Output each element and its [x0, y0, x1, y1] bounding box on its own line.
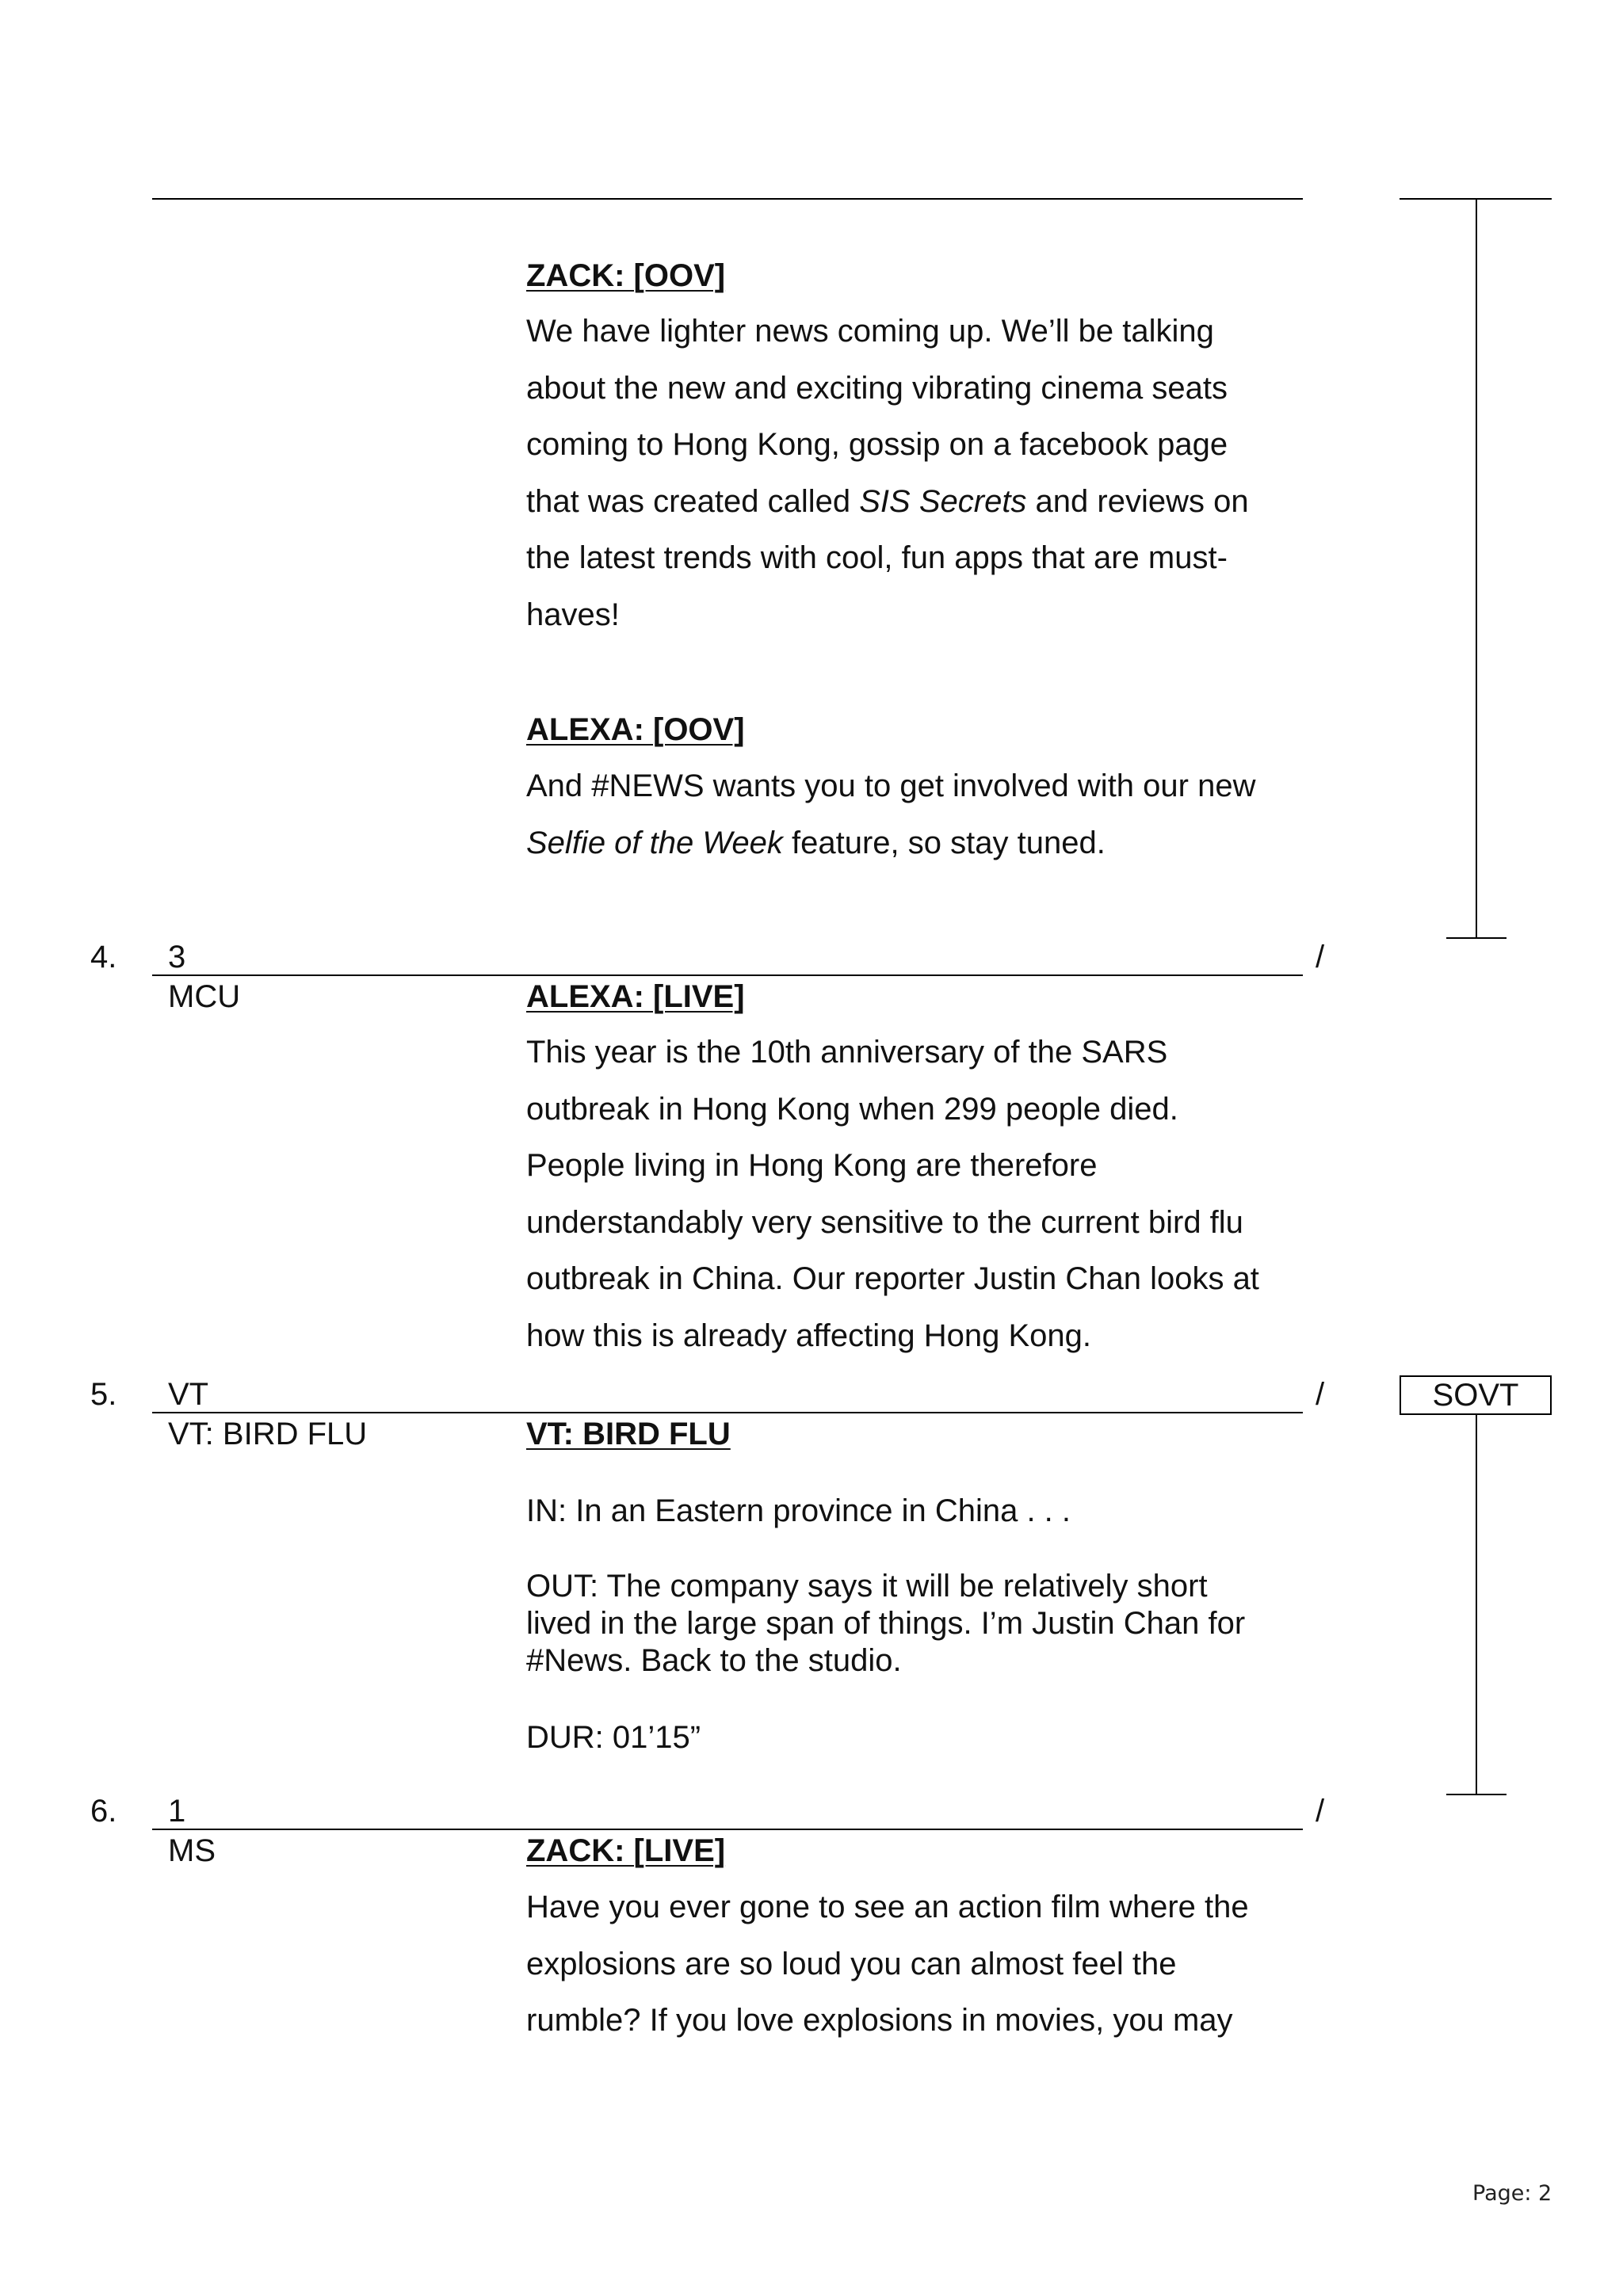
vt-in-cue: IN: In an Eastern province in China . . . [526, 1493, 1071, 1528]
script-line: And #NEWS wants you to get involved with our new [526, 769, 1256, 803]
script-line: that was created called SIS Secrets and reviews on [526, 483, 1249, 519]
item-number: 5. [90, 1377, 117, 1412]
audio-bracket-1-end [1446, 937, 1507, 939]
camera-number: VT [168, 1377, 209, 1412]
speaker-zack-live: ZACK: [LIVE] [526, 1833, 726, 1868]
script-line: how this is already affecting Hong Kong. [526, 1318, 1092, 1353]
page-number: Page: 2 [1472, 2181, 1552, 2206]
script-line: OUT: The company says it will be relatively short [526, 1569, 1208, 1604]
speaker-alexa-oov: ALEXA: [OOV] [526, 712, 745, 747]
script-line: lived in the large span of things. I’m Justin Chan for [526, 1606, 1246, 1641]
vt-duration: DUR: 01’15” [526, 1720, 701, 1755]
script-line: People living in Hong Kong are therefore [526, 1148, 1098, 1184]
camera-number: 3 [168, 940, 186, 974]
camera-number: 1 [168, 1794, 186, 1829]
audio-bracket-2-end [1446, 1794, 1507, 1795]
script-line: about the new and exciting vibrating cinema seats [526, 370, 1228, 406]
script-line: This year is the 10th anniversary of the SARS [526, 1035, 1168, 1070]
item-number: 4. [90, 940, 117, 974]
item-rule [152, 1829, 1303, 1830]
row-slash: / [1316, 940, 1325, 974]
row-slash: / [1316, 1377, 1325, 1412]
shot-type: MCU [168, 979, 241, 1014]
script-line: outbreak in Hong Kong when 299 people died. [526, 1091, 1178, 1127]
row-slash: / [1316, 1794, 1325, 1829]
speaker-vt-bird-flu: VT: BIRD FLU [526, 1417, 731, 1451]
speaker-zack-oov: ZACK: [OOV] [526, 258, 726, 293]
shot-type: MS [168, 1833, 216, 1868]
script-line: haves! [526, 597, 620, 632]
script-line: Selfie of the Week feature, so stay tuned. [526, 825, 1106, 860]
script-line: We have lighter news coming up. We’ll be talking [526, 314, 1214, 349]
script-line: understandably very sensitive to the current bird flu [526, 1204, 1243, 1240]
shot-type: VT: BIRD FLU [168, 1417, 368, 1451]
speaker-alexa-live: ALEXA: [LIVE] [526, 979, 745, 1014]
audio-cue-box: SOVT [1400, 1375, 1552, 1415]
item-number: 6. [90, 1794, 117, 1829]
audio-bracket-1 [1476, 198, 1477, 939]
item-rule [152, 1412, 1303, 1413]
item-rule [152, 974, 1303, 976]
script-line: the latest trends with cool, fun apps that are must- [526, 540, 1228, 575]
top-rule-main [152, 198, 1303, 200]
script-line: rumble? If you love explosions in movies, you may [526, 2003, 1233, 2038]
script-line: Have you ever gone to see an action film where the [526, 1890, 1249, 1924]
script-line: explosions are so loud you can almost feel the [526, 1946, 1177, 1981]
script-line: coming to Hong Kong, gossip on a facebook page [526, 427, 1228, 462]
script-line: #News. Back to the studio. [526, 1643, 902, 1678]
script-line: outbreak in China. Our reporter Justin Chan looks at [526, 1261, 1259, 1297]
audio-bracket-2 [1476, 1415, 1477, 1795]
